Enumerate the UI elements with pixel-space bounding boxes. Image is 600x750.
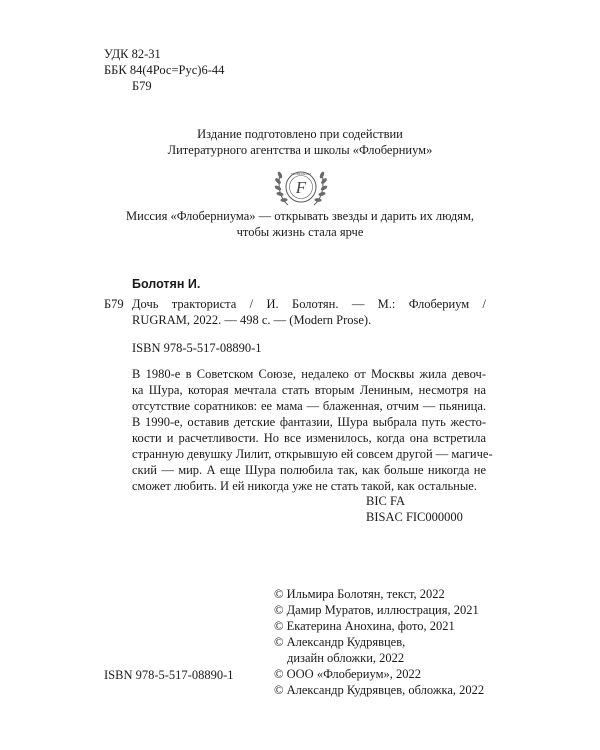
copyright-line: © Дамир Муратов, иллюстрация, 2021 [274, 603, 479, 617]
isbn: ISBN 978-5-517-08890-1 [132, 341, 262, 355]
mission-line: чтобы жизнь стала ярче [236, 225, 364, 239]
sponsor-line: Литературного агентства и школы «Флоберниум» [167, 143, 433, 157]
bic-code: BIC FA [366, 494, 406, 508]
copyright-line: © Ильмира Болотян, текст, 2022 [274, 587, 445, 601]
biblio-line: RUGRAM, 2022. — 498 с. — (Modern Prose). [132, 313, 372, 327]
svg-text:F: F [295, 178, 307, 197]
annotation-line: сможет любить. И ей никогда уже не стать такой, как остальные. [132, 479, 477, 493]
annotation-line: ка Шура, которая мечтала стать вторым Лениным, несмотря на [132, 383, 486, 397]
classification-block [104, 46, 224, 94]
bibliographic-description [132, 296, 486, 328]
floberium-laurel-logo-icon [262, 161, 340, 211]
svg-text:FLOBERNIUM: FLOBERNIUM [291, 172, 311, 177]
udk-code: УДК 82-31 [104, 47, 161, 61]
annotation-line: кости и расчетливости. Но все изменилось, когда она встретила [132, 431, 486, 445]
author-heading: Болотян И. [132, 277, 201, 291]
mission-line: Миссия «Флоберниума» — открывать звезды и дарить их людям, [126, 209, 474, 223]
author-mark: Б79 [132, 79, 152, 93]
annotation-line: ский — мир. А еще Шура полюбила так, как больше никогда не [132, 463, 486, 477]
copyright-line: © ООО «Флобериум», 2022 [274, 667, 421, 681]
mission-statement [0, 208, 600, 240]
subject-codes [366, 493, 463, 525]
copyright-line: © Александр Кудрявцев, [274, 635, 406, 649]
copyright-line: дизайн обложки, 2022 [287, 651, 405, 665]
bbk-code: ББК 84(4Рос=Рус)6-44 [104, 63, 225, 77]
bisac-code: BISAC FIC000000 [366, 510, 463, 524]
annotation-line: странную девушку Лилит, открывшую ей совсем другой — магиче- [132, 447, 493, 461]
sponsor-note [0, 126, 600, 158]
copyright-block [274, 586, 484, 698]
annotation-line: В 1990-е, оставив детские фантазии, Шура выбрала путь жесто- [132, 415, 486, 429]
annotation-line: В 1980-е в Советском Союзе, недалеко от Москвы жила девоч- [132, 367, 486, 381]
biblio-line: Дочь тракториста / И. Болотян. — М.: Флобериум / [132, 297, 486, 311]
copyright-line: © Екатерина Анохина, фото, 2021 [274, 619, 455, 633]
annotation-line: отсутствие соратников: ее мама — блаженная, отчим — пьяница. [132, 399, 486, 413]
isbn-bottom: ISBN 978-5-517-08890-1 [104, 668, 234, 682]
author-side-mark: Б79 [104, 297, 124, 311]
copyright-line: © Александр Кудрявцев, обложка, 2022 [274, 683, 485, 697]
annotation [132, 366, 493, 494]
sponsor-line: Издание подготовлено при содействии [197, 127, 403, 141]
